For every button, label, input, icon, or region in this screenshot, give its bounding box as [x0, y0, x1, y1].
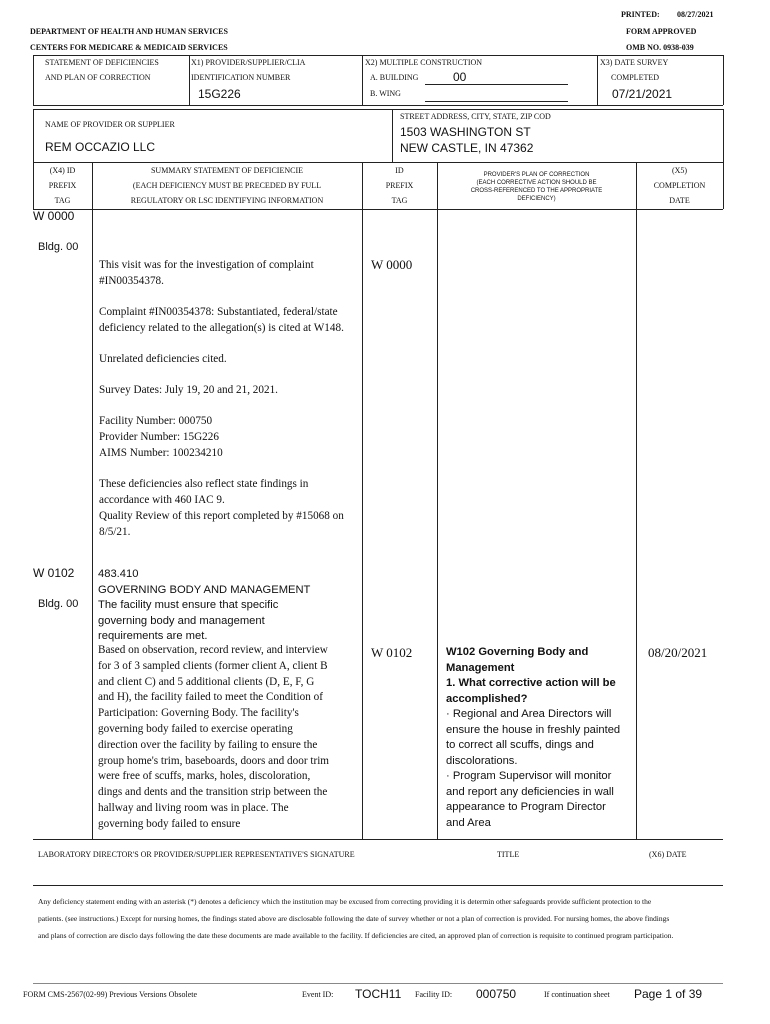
- summary-para-investigation: This visit was for the investigation of complaint #IN00354378.: [99, 259, 314, 287]
- clia-number: 15G226: [198, 87, 241, 101]
- summary-block-1: [99, 257, 349, 540]
- summary-para-quality-review: Quality Review of this report completed by #15068 on 8/5/21.: [99, 510, 344, 538]
- department-title: DEPARTMENT OF HEALTH AND HUMAN SERVICES: [30, 27, 228, 36]
- summary-para-complaint: Complaint #IN00354378: Substantiated, federal/state deficiency related to the allegation(s) is cited at W148.: [99, 306, 344, 334]
- clia-label: X1) PROVIDER/SUPPLIER/CLIA: [191, 58, 306, 67]
- regulation-text: GOVERNING BODY AND MANAGEMENT The facility must ensure that specific governing body and management requirements are met.: [98, 583, 311, 642]
- summary-para-survey-dates: Survey Dates: July 19, 20 and 21, 2021.: [99, 384, 278, 396]
- regulation-block: [98, 567, 323, 645]
- plan-header-3: CROSS-REFERENCED TO THE APPROPRIATE: [470, 188, 603, 194]
- plan-of-correction: [446, 645, 626, 831]
- summary-header-1: SUMMARY STATEMENT OF DEFICIENCIE: [150, 166, 304, 175]
- page-number: Page 1 of 39: [634, 987, 703, 1001]
- x5-header-3: DATE: [669, 196, 690, 205]
- prefix-w0000: W 0000: [371, 257, 413, 272]
- summary-header-2: (EACH DEFICIENCY MUST BE PRECEDED BY FULL: [132, 181, 322, 190]
- deficiency-disclaimer: Any deficiency statement ending with an asterisk (*) denotes a deficiency which the institution may be excused from correcting providing it is determin other safeguards provide sufficient protection to the patients. (see instructions.) Except for nursing homes, the findings stated above are disclosable following the date of survey whether or not a plan of correction is provided. For nursing homes, the above findings and plans of correction are disclo days following the date these documents are made available to the facility. If deficiencies are cited, an approved plan of correction is requisite to continued program participation.: [38, 897, 674, 940]
- x4-header-3: TAG: [54, 196, 71, 205]
- provider-name: REM OCCAZIO LLC: [45, 140, 156, 154]
- x4-header-1: (X4) ID: [49, 166, 76, 175]
- plan-title: W102 Governing Body and Management: [446, 646, 589, 674]
- statement-label-1: STATEMENT OF DEFICIENCIES: [45, 58, 159, 67]
- summary-provider-number: Provider Number: 15G226: [99, 431, 219, 443]
- plan-bullet-1: · Regional and Area Directors will ensure the house in freshly painted to correct all scuffs, dings and discolorations.: [446, 708, 621, 767]
- printed-date: 08/27/2021: [677, 10, 714, 19]
- address-line-2: NEW CASTLE, IN 47362: [400, 141, 534, 155]
- omb-number: OMB NO. 0938-039: [626, 43, 694, 52]
- summary-header-3: REGULATORY OR LSC IDENTIFYING INFORMATION: [130, 196, 324, 205]
- signature-label: LABORATORY DIRECTOR'S OR PROVIDER/SUPPLIER REPRESENTATIVE'S SIGNATURE: [38, 850, 355, 859]
- plan-header-4: DEFICIENCY): [517, 196, 556, 202]
- x5-header-1: (X5): [671, 166, 688, 175]
- x4-header-2: PREFIX: [48, 181, 77, 190]
- regulation-number: 483.410: [98, 568, 139, 580]
- summary-para-state-findings: These deficiencies also reflect state findings in accordance with 460 IAC 9.: [99, 478, 309, 506]
- facility-id-value: 000750: [476, 987, 517, 1001]
- id-header-2: PREFIX: [385, 181, 414, 190]
- completion-date-w0102: 08/20/2021: [648, 645, 708, 660]
- survey-date-label: X3) DATE SURVEY: [600, 58, 669, 67]
- building-value: 00: [453, 70, 467, 84]
- bldg-label-2: Bldg. 00: [38, 598, 79, 610]
- provider-name-label: NAME OF PROVIDER OR SUPPLIER: [45, 120, 175, 129]
- finding-text: Based on observation, record review, and interview for 3 of 3 sampled clients (former client A, client B and client C) and 5 additional clients (D, E, F, G and H), the facility failed to meet the Condition of Participation: Governing Body. The facility's governing body failed to exercise operating direction over the facility by failing to ensure the group home's trim, baseboards, doors and door trim were free of scuffs, marks, holes, discoloration, dings and dents and the transition strip between the hallway and living room was in place. The governing body failed to ensure: [98, 644, 330, 830]
- wing-label: B. WING: [370, 89, 401, 98]
- tag-w0102: W 0102: [33, 566, 75, 580]
- tag-w0000: W 0000: [33, 209, 75, 223]
- bldg-label-1: Bldg. 00: [38, 241, 79, 253]
- id-header-3: TAG: [391, 196, 408, 205]
- clia-label-2: IDENTIFICATION NUMBER: [191, 73, 291, 82]
- plan-header-1: PROVIDER'S PLAN OF CORRECTION: [483, 172, 590, 178]
- form-number: FORM CMS-2567(02-99) Previous Versions Obsolete: [23, 990, 198, 999]
- summary-facility-number: Facility Number: 000750: [99, 415, 213, 427]
- statement-label-2: AND PLAN OF CORRECTION: [45, 73, 151, 82]
- multiple-construction-label: X2) MULTIPLE CONSTRUCTION: [365, 58, 483, 67]
- survey-date-value: 07/21/2021: [612, 87, 673, 101]
- prefix-w0102: W 0102: [371, 645, 413, 660]
- event-id-value: TOCH11: [355, 987, 402, 1001]
- plan-bullet-2: · Program Supervisor will monitor and report any deficiencies in wall appearance to Program Director and Area: [446, 770, 614, 829]
- printed-label: PRINTED:: [621, 10, 660, 19]
- id-header-1: ID: [395, 166, 404, 175]
- building-label: A. BUILDING: [370, 73, 419, 82]
- x6-date-label: (X6) DATE: [649, 850, 687, 859]
- summary-aims-number: AIMS Number: 100234210: [99, 447, 223, 459]
- summary-para-unrelated: Unrelated deficiencies cited.: [99, 353, 227, 365]
- address-line-1: 1503 WASHINGTON ST: [400, 125, 531, 139]
- plan-header-2: (EACH CORRECTIVE ACTION SHOULD BE: [476, 180, 597, 186]
- form-approved: FORM APPROVED: [626, 27, 697, 36]
- survey-completed-label: COMPLETED: [611, 73, 659, 82]
- title-label: TITLE: [497, 850, 520, 859]
- centers-title: CENTERS FOR MEDICARE & MEDICAID SERVICES: [30, 43, 228, 52]
- continuation-label: If continuation sheet: [544, 990, 610, 999]
- address-label: STREET ADDRESS, CITY, STATE, ZIP COD: [400, 112, 551, 121]
- event-id-label: Event ID:: [302, 990, 334, 999]
- x5-header-2: COMPLETION: [653, 181, 706, 190]
- plan-question: 1. What corrective action will be accomplished?: [446, 677, 616, 705]
- facility-id-label: Facility ID:: [415, 990, 453, 999]
